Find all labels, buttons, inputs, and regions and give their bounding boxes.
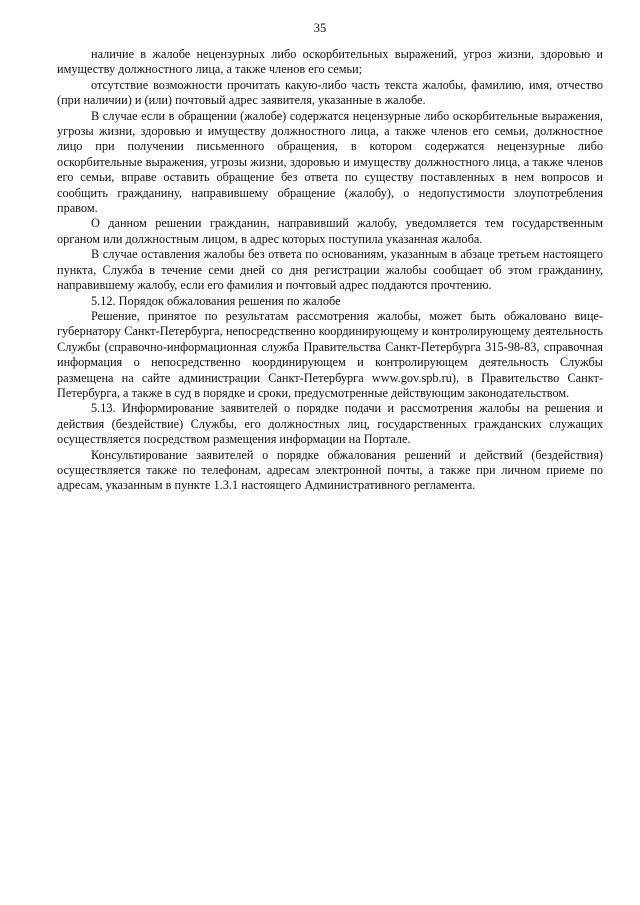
paragraph-obscene-language: наличие в жалобе нецензурных либо оскорбительных выражений, угроз жизни, здоровью и имуществу должностного лица, а также членов его семьи; xyxy=(57,47,603,77)
paragraph-appeal-decision: Решение, принятое по результатам рассмотрения жалобы, может быть обжаловано вице-губернатору Санкт-Петербурга, непосредственно координирующему и контролирующему деятельность Службы (справочно-информационная служба Правительства Санкт-Петербурга 315-98-83, справочная информация о непосредственно координирующем и контролирующем деятельность Службы размещена на сайте администрации Санкт-Петербурга www.gov.spb.ru), в Правительство Санкт-Петербурга, а также в суд в порядке и сроки, предусмотренные действующим законодательством. xyxy=(57,308,603,400)
paragraph-5-13-informing: 5.13. Информирование заявителей о порядке подачи и рассмотрения жалобы на решения и действия (бездействие) Службы, его должностных лиц, государственных гражданских служащих осуществляется посредством размещения информации на Портале. xyxy=(57,401,603,447)
section-heading-5-12: 5.12. Порядок обжалования решения по жалобе xyxy=(91,293,341,308)
paragraph-notification: О данном решении гражданин, направивший жалобу, уведомляется тем государственным органом или должностным лицом, в адрес которых поступила указанная жалоба. xyxy=(57,216,603,246)
page-number: 35 xyxy=(313,21,327,35)
paragraph-seven-days: В случае оставления жалобы без ответа по основаниям, указанным в абзаце третьем настоящего пункта, Служба в течение семи дней со дня регистрации жалобы сообщает об этом гражданину, направившему жалобу, если его фамилия и почтовый адрес поддаются прочтению. xyxy=(57,247,603,293)
paragraph-no-answer-right: В случае если в обращении (жалобе) содержатся нецензурные либо оскорбительные выражения, угрозы жизни, здоровью и имуществу должностного лица, а также членов его семьи, должностное лицо при получении письменного обращения, в котором содержатся нецензурные либо оскорбительные выражения, угрозы жизни, здоровью и имуществу должностного лица, а также членов его семьи, вправе оставить обращение без ответа по существу поставленных в нем вопросов и сообщить гражданину, направившему обращение (жалобу), о недопустимости злоупотребления правом. xyxy=(57,108,603,216)
paragraph-unreadable-text: отсутствие возможности прочитать какую-либо часть текста жалобы, фамилию, имя, отчество (при наличии) и (или) почтовый адрес заявителя, указанные в жалобе. xyxy=(57,77,603,108)
document-body xyxy=(57,47,603,494)
paragraph-consulting: Консультирование заявителей о порядке обжалования решений и действий (бездействия) осуществляется также по телефонам, адресам электронной почты, а также при личном приеме по адресам, указанным в пункте 1.3.1 настоящего Административного регламента. xyxy=(57,447,603,493)
